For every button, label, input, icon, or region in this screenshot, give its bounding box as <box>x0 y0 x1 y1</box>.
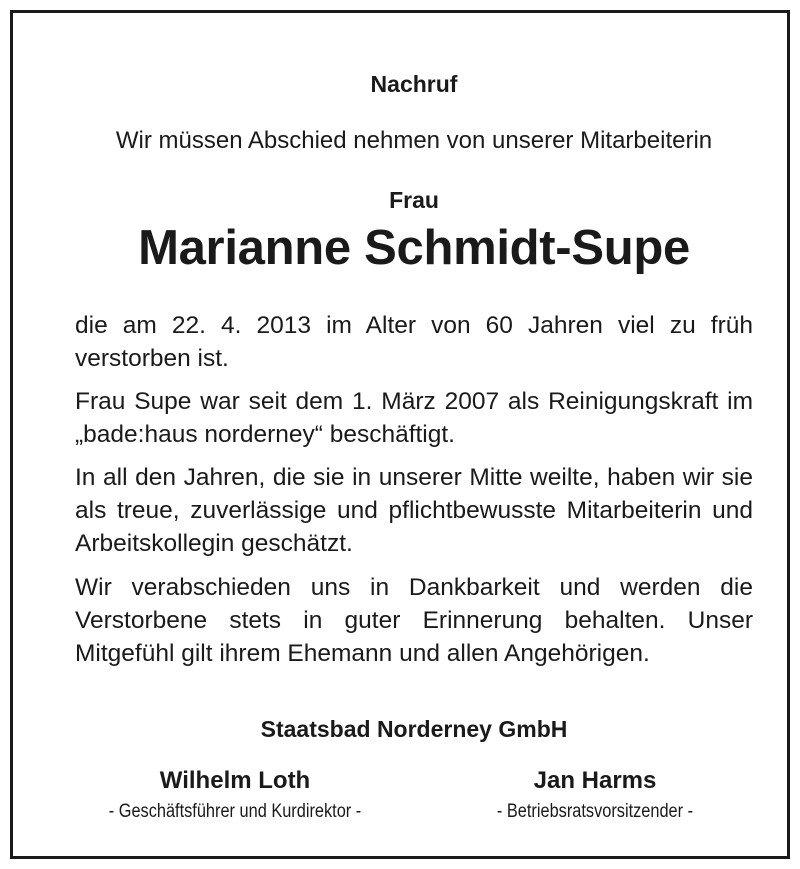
paragraph-farewell: Wir verabschieden uns in Dankbarkeit und werden die Verstorbene stets in guter Erinnerung behalten. Unser Mitgefühl gilt ihrem Ehemann und allen Angehörigen. <box>75 574 753 667</box>
intro-line: Wir müssen Abschied nehmen von unserer Mitarbeiterin <box>115 127 713 154</box>
signatory-right <box>385 767 800 823</box>
notice-border <box>10 10 790 859</box>
company-name: Staatsbad Norderney GmbH <box>260 716 568 742</box>
signatory-role: - Betriebsratsvorsitzender - <box>496 801 694 822</box>
paragraph-appreciation: In all den Jahren, die sie in unserer Mitte weilte, haben wir sie als treue, zuverlässige und pflichtbewusste Mitarbeiterin und Arbeitskollegin geschätzt. <box>75 464 753 557</box>
notice-heading: Nachruf <box>370 71 458 97</box>
signatory-name: Jan Harms <box>533 767 657 794</box>
title-prefix: Frau <box>389 187 439 213</box>
signatory-name: Wilhelm Loth <box>159 767 311 794</box>
signatory-role: - Geschäftsführer und Kurdirektor - <box>108 801 362 822</box>
deceased-name: Marianne Schmidt-Supe <box>138 221 690 275</box>
paragraph-death-date: die am 22. 4. 2013 im Alter von 60 Jahren viel zu früh verstorben ist. <box>75 312 753 372</box>
paragraph-employment: Frau Supe war seit dem 1. März 2007 als Reinigungskraft im „bade:haus norderney“ beschäftigt. <box>75 388 753 448</box>
signatory-left <box>25 767 445 823</box>
